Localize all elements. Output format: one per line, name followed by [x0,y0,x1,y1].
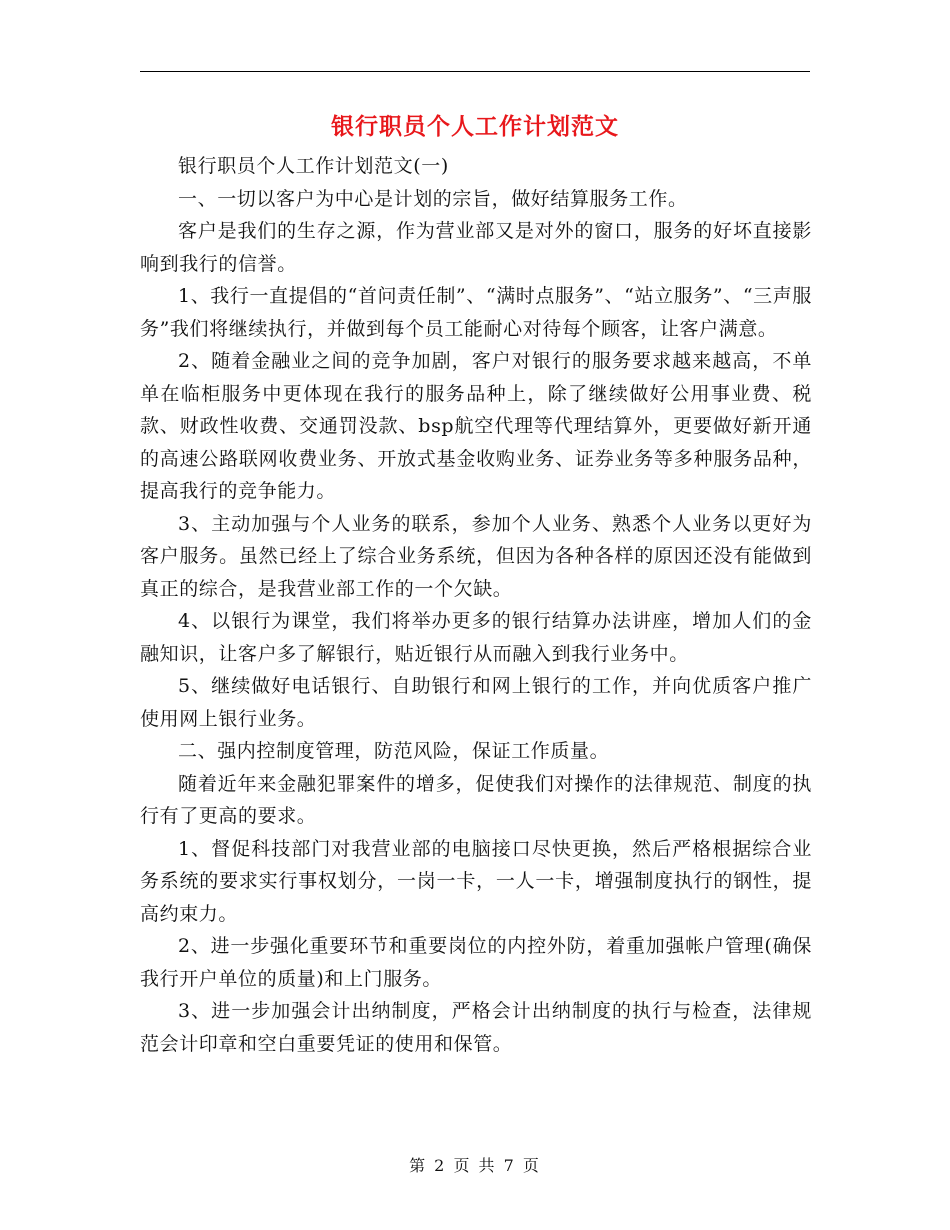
paragraph: 5、继续做好电话银行、自助银行和网上银行的工作，并向优质客户推广使用网上银行业务。 [140,675,812,730]
paragraph: 2、随着金融业之间的竞争加剧，客户对银行的服务要求越来越高，不单单在临柜服务中更体现在我行的服务品种上，除了继续做好公用事业费、税款、财政性收费、交通罚没款、bsp航空代理等代理结算外，更要做好新开通的高速公路联网收费业务、开放式基金收购业务、证券业务等多种服务品种，提高我行的竞争能力。 [140,350,812,502]
document-title: 银行职员个人工作计划范文 [331,114,619,140]
document-body [140,150,812,1060]
paragraph: 二、强内控制度管理，防范风险，保证工作质量。 [178,740,610,762]
page-number: 第 2 页 共 7 页 [409,1156,541,1175]
paragraph: 客户是我们的生存之源，作为营业部又是对外的窗口，服务的好坏直接影响到我行的信誉。 [140,220,812,275]
paragraph: 一、一切以客户为中心是计划的宗旨，做好结算服务工作。 [178,187,688,210]
paragraph: 3、主动加强与个人业务的联系，参加个人业务、熟悉个人业务以更好为客户服务。虽然已经上了综合业务系统，但因为各种各样的原因还没有能做到真正的综合，是我营业部工作的一个欠缺。 [140,512,812,600]
paragraph: 4、以银行为课堂，我们将举办更多的银行结算办法讲座，增加人们的金融知识，让客户多了解银行，贴近银行从而融入到我行业务中。 [140,610,812,665]
paragraph: 1、督促科技部门对我营业部的电脑接口尽快更换，然后严格根据综合业务系统的要求实行事权划分，一岗一卡，一人一卡，增强制度执行的钢性，提高约束力。 [140,837,812,925]
paragraph: 2、进一步强化重要环节和重要岗位的内控外防，着重加强帐户管理(确保我行开户单位的质量)和上门服务。 [140,935,812,990]
header-rule [140,71,810,72]
paragraph: 1、我行一直提倡的“首问责任制”、“满时点服务”、“站立服务”、“三声服务”我们将继续执行，并做到每个员工能耐心对待每个顾客，让客户满意。 [140,285,812,340]
paragraph: 3、进一步加强会计出纳制度，严格会计出纳制度的执行与检查，法律规范会计印章和空白重要凭证的使用和保管。 [140,1000,812,1055]
paragraph: 随着近年来金融犯罪案件的增多，促使我们对操作的法律规范、制度的执行有了更高的要求。 [140,772,812,827]
paragraph: 银行职员个人工作计划范文(一) [178,155,449,177]
